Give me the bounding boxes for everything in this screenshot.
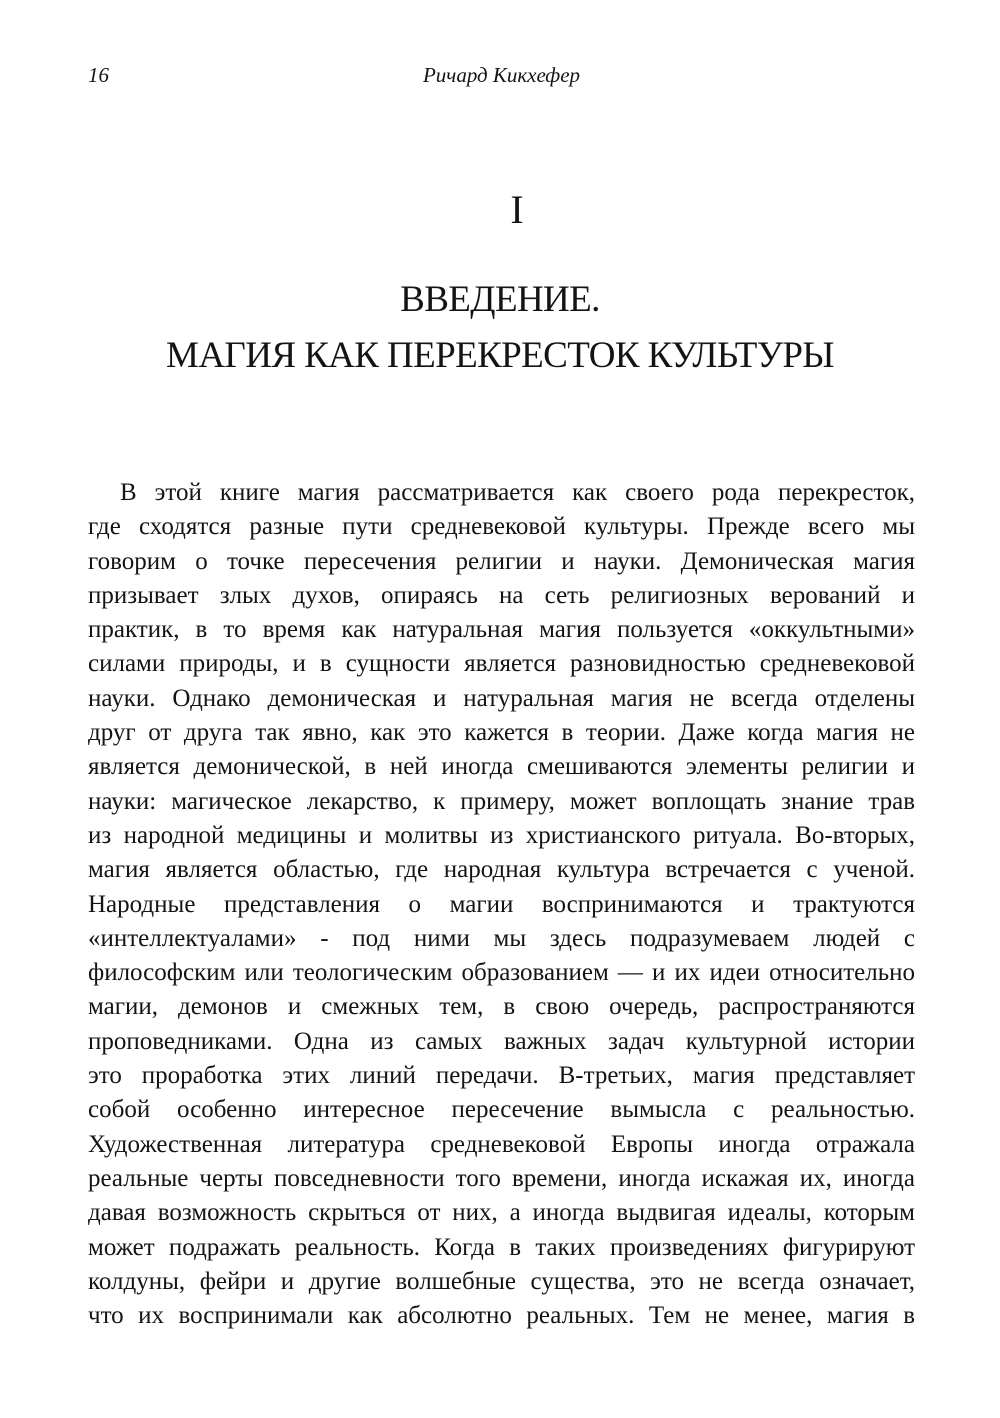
body-text-line: силами природы, и в сущности является разновидностью средневековой <box>88 650 915 678</box>
body-text-line: колдуны, фейри и другие волшебные существа, это не всегда означает, <box>88 1267 915 1295</box>
body-text-line: что их воспринимали как абсолютно реальных. Тем не менее, магия в <box>88 1302 915 1330</box>
body-text-line: практик, в то время как натуральная магия пользуется «оккультными» <box>88 616 915 644</box>
body-text-line: призывает злых духов, опираясь на сеть религиозных верований и <box>88 581 915 609</box>
body-text-line: магия является областью, где народная культура встречается с ученой. <box>88 856 915 884</box>
running-header <box>88 60 915 90</box>
body-text-line: из народной медицины и молитвы из христианского ритуала. Во-вторых, <box>88 821 915 849</box>
page-number: 16 <box>88 63 109 87</box>
body-text-line: друг от друга так явно, как это кажется в теории. Даже когда магия не <box>88 719 915 747</box>
body-text-line: Художественная литература средневековой Европы иногда отражала <box>88 1130 915 1158</box>
body-paragraph <box>88 476 915 1333</box>
chapter-title-line-1: ВВЕДЕНИЕ. <box>400 279 600 320</box>
body-text-line: «интеллектуалами» - под ними мы здесь подразумеваем людей с <box>88 924 915 952</box>
body-text-line: давая возможность скрыться от них, а иногда выдвигая идеалы, которым <box>88 1199 915 1227</box>
body-text-line: может подражать реальность. Когда в таких произведениях фигурируют <box>88 1233 915 1261</box>
body-text-line: науки. Однако демоническая и натуральная магия не всегда отделены <box>88 684 915 712</box>
chapter-number: I <box>510 187 524 232</box>
body-text-line: проповедниками. Одна из самых важных задач культурной истории <box>88 1027 915 1055</box>
body-text-line: науки: магическое лекарство, к примеру, может воплощать знание трав <box>88 787 915 815</box>
chapter-title <box>0 272 1000 384</box>
running-title: Ричард Кикхефер <box>422 63 581 87</box>
body-text-line: философским или теологическим образованием — и их идеи относительно <box>88 959 915 987</box>
chapter-title-line-2: МАГИЯ КАК ПЕРЕКРЕСТОК КУЛЬТУРЫ <box>166 335 834 376</box>
body-text-line: магии, демонов и смежных тем, в свою очередь, распространяются <box>88 993 915 1021</box>
body-text-line: В этой книге магия рассматривается как своего рода перекресток, <box>120 479 915 506</box>
body-text-line: Народные представления о магии воспринимаются и трактуются <box>88 890 915 918</box>
body-text-line: является демонической, в ней иногда смешиваются элементы религии и <box>88 753 915 781</box>
body-text-line: собой особенно интересное пересечение вымысла с реальностью. <box>88 1096 915 1124</box>
body-text-line: говорим о точке пересечения религии и науки. Демоническая магия <box>88 547 915 575</box>
body-text-line: где сходятся разные пути средневековой культуры. Прежде всего мы <box>88 513 915 541</box>
body-text-line: реальные черты повседневности того времени, иногда искажая их, иногда <box>88 1164 915 1192</box>
body-text-line: это проработка этих линий передачи. В-третьих, магия представляет <box>88 1062 915 1090</box>
